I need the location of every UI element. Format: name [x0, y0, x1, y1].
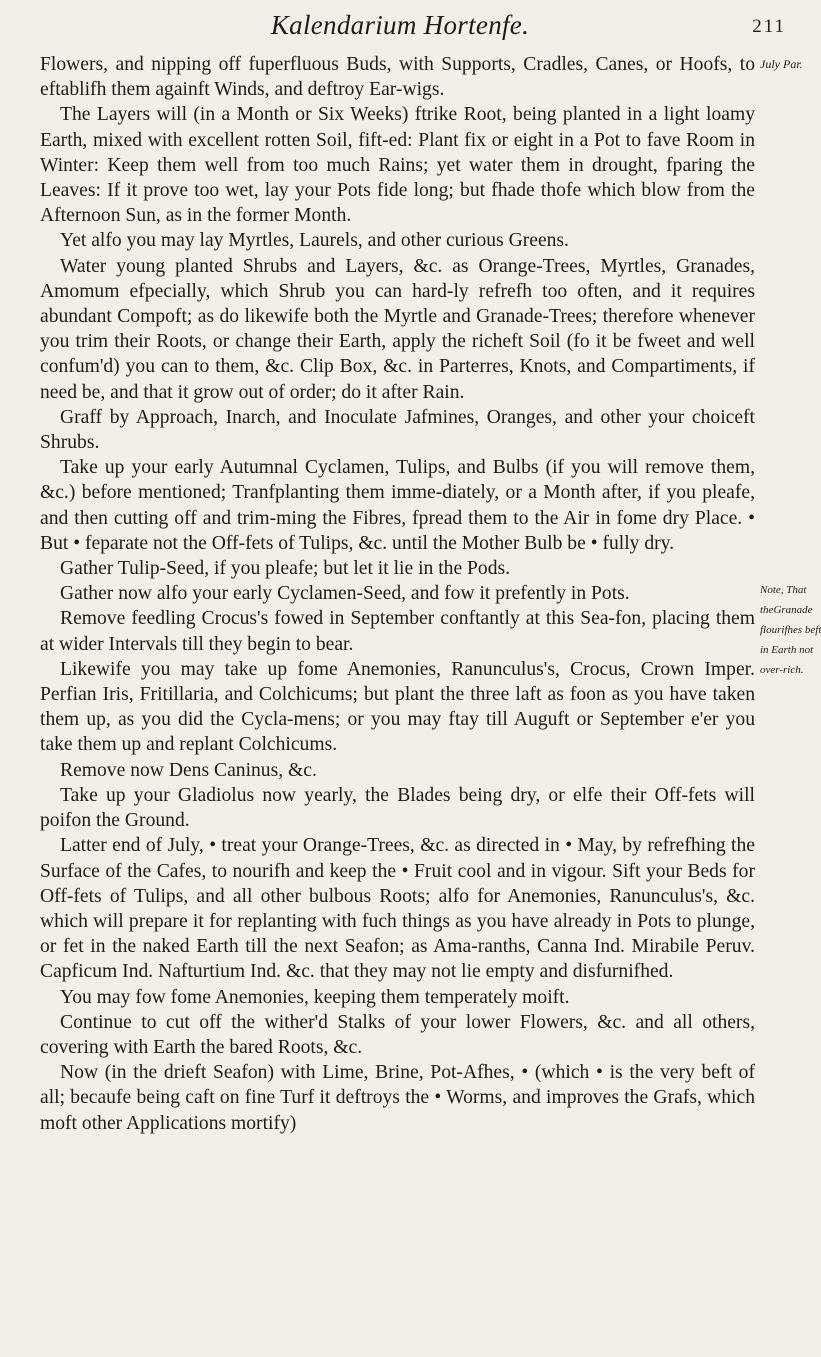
- paragraph: Likewife you may take up fome Anemonies, Ranunculus's, Crocus, Crown Imper. Perfian Iris, Fritillaria, and Colchicums; but plant the three laft as foon as you have taken them up, as you did the Cycla-mens; or you may ftay till Auguft or September e'er you take them up and replant Colchicums.: [40, 658, 755, 756]
- margin-note: [760, 580, 821, 680]
- paragraph: Take up your early Autumnal Cyclamen, Tulips, and Bulbs (if you will remove them, &c.) before mentioned; Tranfplanting them imme-diately, or a Month after, if you pleafe, and then cutting off and trim-ming the Fibres, fpread them to the Air in fome dry Place. • But • feparate not the Off-fets of Tulips, &c. until the Mother Bulb be • fully dry.: [40, 457, 755, 554]
- page-header: [0, 8, 800, 48]
- margin-note-line: Note, That: [760, 584, 807, 596]
- paragraph: Remove feedling Crocus's fowed in September conftantly at this Sea-fon, placing them at wider Intervals till they begin to bear.: [40, 608, 755, 655]
- paragraph: Now (in the drieft Seafon) with Lime, Brine, Pot-Afhes, • (which • is the very beft of all; becaufe being caft on fine Turf it deftroys the • Worms, and improves the Grafs, which moft other Applications mortify): [40, 1062, 755, 1134]
- margin-month: July Par.: [760, 57, 803, 71]
- margin-note-line: in Earth not: [760, 644, 814, 656]
- margin-note-line: flourifhes beft: [760, 624, 821, 636]
- paragraph: You may fow fome Anemonies, keeping them temperately moift.: [60, 986, 570, 1008]
- paragraph: Water young planted Shrubs and Layers, &c. as Orange-Trees, Myrtles, Granades, Amomum efpecially, which Shrub you can hard-ly refrefh too often, and it requires abundant Compoft; as do likewife both the Myrtle and Granade-Trees; therefore whenever you trim their Roots, or change their Earth, apply the richeft Soil (fo it be fweet and well confum'd) you can to them, &c. Clip Box, &c. in Parterres, Knots, and Compartiments, if need be, and that it grow out of order; do it after Rain.: [40, 255, 755, 403]
- paragraph: Continue to cut off the wither'd Stalks of your lower Flowers, &c. and all others, covering with Earth the bared Roots, &c.: [40, 1011, 755, 1058]
- paragraph: Gather now alfo your early Cyclamen-Seed, and fow it prefently in Pots.: [60, 583, 630, 605]
- paragraph: The Layers will (in a Month or Six Weeks) ftrike Root, being planted in a light loamy Earth, mixed with excellent rotten Soil, fift-ed: Plant fix or eight in a Pot to fave Room in Winter: Keep them well from too much Rains; yet water them in drought, fparing the Leaves: If it prove too wet, lay your Pots fide long; but fhade thofe which blow from the Afternoon Sun, as in the former Month.: [40, 104, 755, 227]
- body-text: [40, 52, 755, 1136]
- running-head: Kalendarium Hortenfe.: [270, 10, 530, 40]
- paragraph: Yet alfo you may lay Myrtles, Laurels, and other curious Greens.: [60, 230, 569, 252]
- paragraph: Take up your Gladiolus now yearly, the Blades being dry, or elfe their Off-fets will poifon the Ground.: [40, 784, 755, 832]
- margin-note-line: theGranade: [760, 604, 813, 616]
- page-number: 211: [752, 16, 786, 37]
- margin-note-line: over-rich.: [760, 664, 804, 676]
- paragraph: Graff by Approach, Inarch, and Inoculate Jafmines, Oranges, and other your choiceft Shrubs.: [40, 406, 755, 454]
- paragraph: Latter end of July, • treat your Orange-Trees, &c. as directed in • May, by refrefhing the Surface of the Cafes, to nourifh and keep the • Fruit cool and in vigour. Sift your Beds for Off-fets of Tulips, and all other bulbous Roots; alfo for Anemonies, Ranunculus's, &c. which will prepare it for replanting with fuch things as you have already in Pots to plunge, or fet in the naked Earth till the next Seafon; as Ama-ranths, Canna Ind. Mirabile Peruv. Capficum Ind. Nafturtium Ind. &c. that they may not lie empty and disfurnifhed.: [40, 835, 755, 983]
- paragraph: Remove now Dens Caninus, &c.: [60, 759, 317, 781]
- paragraph: Flowers, and nipping off fuperfluous Buds, with Supports, Cradles, Canes, or Hoofs, to eftablifh them againft Winds, and deftroy Ear-wigs.: [40, 54, 755, 101]
- paragraph: Gather Tulip-Seed, if you pleafe; but let it lie in the Pods.: [60, 558, 511, 580]
